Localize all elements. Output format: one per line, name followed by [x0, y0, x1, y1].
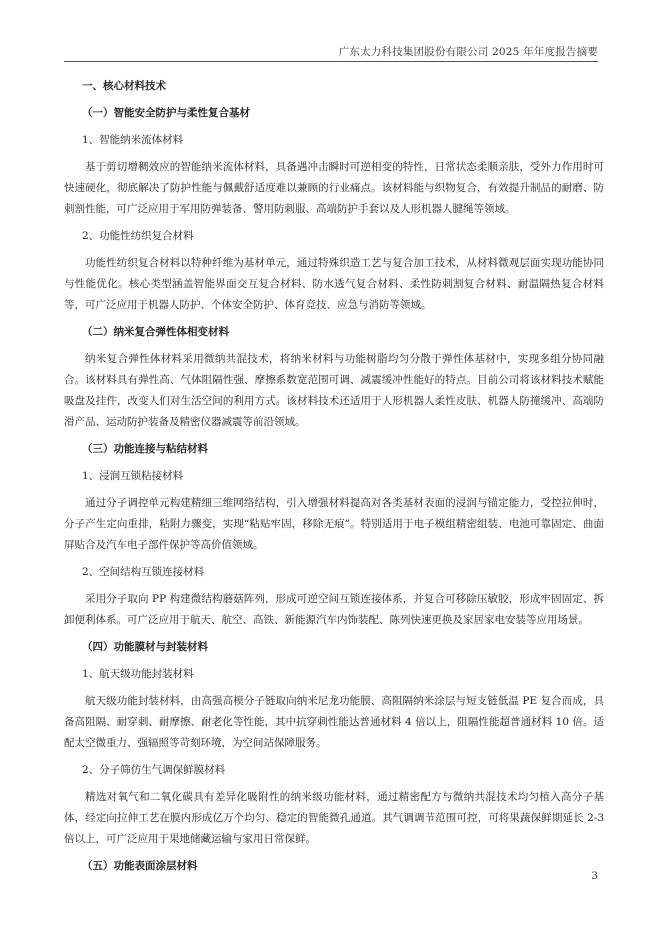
- header-divider: [64, 61, 598, 62]
- section-3-heading: （三）功能连接与粘结材料: [82, 443, 208, 455]
- page-number: 3: [591, 870, 598, 882]
- section-4-item-1-label: 1、航天级功能封装材料: [82, 668, 194, 680]
- section-3-item-2-text: 采用分子取向 PP 构建微结构蘑菇阵列，形成可逆空间互锁连接体系，并复合可移除压敏胶，形成牢固固定、拆卸便利体系。可广泛应用于航天、航空、高铁、新能源汽车内饰装配、陈列快速更换及家居家电安装等应用场景。: [64, 593, 604, 626]
- section-1-item-1-label: 1、智能纳米流体材料: [82, 134, 184, 146]
- section-4-item-1-text: 航天级功能封装材料，由高强高模分子链取向纳米尼龙功能膜、高阻隔纳米涂层与短支链低温 PE 复合而成，具备高阻隔、耐穿刺、耐摩擦、耐老化等性能，其中抗穿刺性能达普通材料 4 倍以上，阻隔性能超普通材料 10 倍。适配太空微重力、强辐照等苛刻环境，为空间站保障服务。: [64, 695, 604, 749]
- document-body: [64, 76, 604, 877]
- section-3-item-1-text: 通过分子调控单元构建精细三维网络结构，引入增强材料提高对各类基材表面的浸润与锚定能力，受控拉伸时，分子产生定向重排，粘附力骤变，实现“粘贴牢固，移除无痕”。特别适用于电子模组精密组装、电池可靠固定、曲面屏贴合及汽车电子部件保护等高价值领域。: [64, 497, 604, 551]
- section-3-item-1-label: 1、浸润互锁粘接材料: [82, 470, 184, 482]
- section-1-heading: （一）智能安全防护与柔性复合基材: [82, 107, 250, 119]
- section-2-heading: （二）纳米复合弹性体相变材料: [82, 326, 229, 338]
- section-1-item-2-label: 2、功能性纺织复合材料: [82, 230, 194, 242]
- section-5-heading: （五）功能表面涂层材料: [82, 860, 198, 872]
- section-4-heading: （四）功能膜材与封装材料: [82, 641, 208, 653]
- report-header: 广东太力科技集团股份有限公司 2025 年年度报告摘要: [338, 46, 598, 58]
- section-4-item-2-label: 2、分子筛仿生气调保鲜膜材料: [82, 764, 226, 776]
- main-heading: 一、核心材料技术: [82, 80, 166, 92]
- section-1-item-1-text: 基于剪切增稠效应的智能纳米流体材料，具备遇冲击瞬时可逆相变的特性，日常状态柔顺亲肤，受外力作用时可快速硬化，彻底解决了防护性能与佩戴舒适度难以兼顾的行业痛点。该材料能与织物复合，有效提升制品的耐磨、防刺割性能，可广泛应用于军用防弹装备、警用防刺服、高端防护手套以及人形机器人腱绳等领域。: [64, 161, 604, 215]
- section-2-text: 纳米复合弹性体材料采用微纳共混技术，将纳米材料与功能树脂均匀分散于弹性体基材中，实现多组分协同融合。该材料具有弹性高、气体阻隔性强、摩擦系数宽范围可调、减震缓冲性能好的特点。目前公司将该材料技术赋能吸盘及挂件，改变人们对生活空间的利用方式。该材料技术还适用于人形机器人柔性皮肤、机器人防撞缓冲、高端防滑产品、运动防护装备及精密仪器减震等前沿领域。: [64, 353, 604, 428]
- section-3-item-2-label: 2、空间结构互锁连接材料: [82, 566, 205, 578]
- section-4-item-2-text: 精选对氧气和二氧化碳具有差异化吸附性的纳米级功能材料，通过精密配方与微纳共混技术均匀植入高分子基体，经定向拉伸工艺在膜内形成亿万个均匀、稳定的智能微孔通道。其气调调节范围可控，可将果蔬保鲜期延长 2-3 倍以上，可广泛应用于果地储藏运输与家用日常保鲜。: [64, 791, 604, 845]
- section-1-item-2-text: 功能性纺织复合材料以特种纤维为基材单元，通过特殊织造工艺与复合加工技术，从材料微观层面实现功能协同与性能优化。核心类型涵盖智能界面交互复合材料、防水透气复合材料、柔性防刺割复合材料、耐温隔热复合材料等，可广泛应用于机器人防护、个体安全防护、体育竞技、应急与消防等领域。: [64, 257, 604, 311]
